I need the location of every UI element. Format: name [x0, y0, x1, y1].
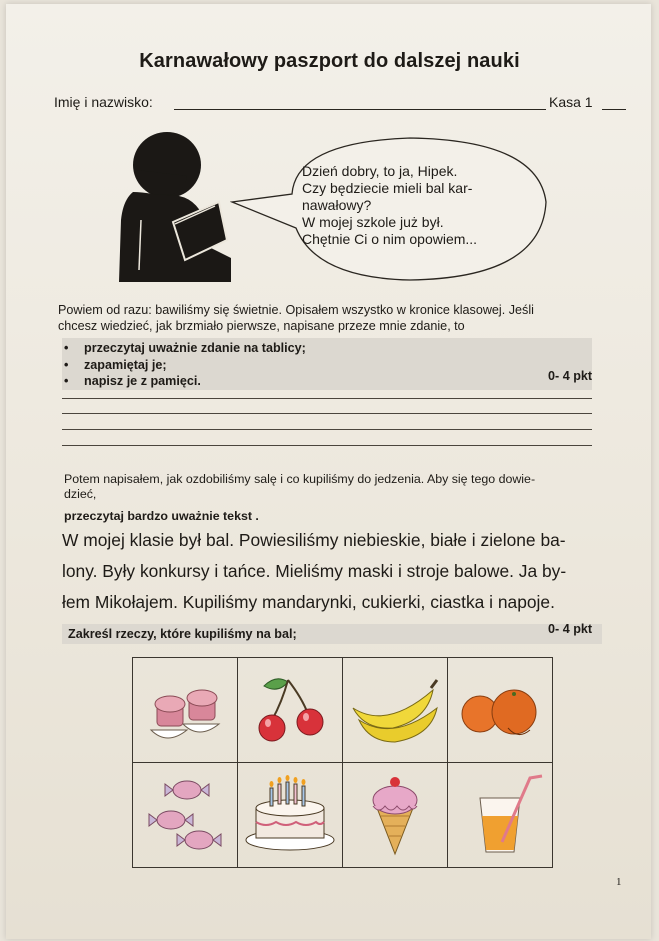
task1-intro-line: Powiem od razu: bawiliśmy się świetnie. Opisałem wszystko w kronice klasowej. Jeśli	[58, 303, 534, 317]
juice-glass-picture[interactable]	[448, 763, 553, 868]
class-field[interactable]	[602, 109, 626, 110]
bubble-line: Dzień dobry, to ja, Hipek.	[302, 163, 458, 179]
task2-label: Zakreśl rzeczy, które kupiliśmy na bal;	[68, 627, 297, 641]
juice-glass-icon	[452, 768, 548, 858]
instruction-bullet: • napisz je z pamięci.	[84, 374, 201, 388]
task2-intro-line: dzieć,	[64, 487, 97, 501]
ice-cream-picture[interactable]	[343, 763, 448, 868]
story-line: lony. Były konkursy i tańce. Mieliśmy maski i stroje balowe. Ja by-	[62, 561, 567, 581]
bananas-icon	[347, 668, 443, 748]
task1-intro-line: chcesz wiedzieć, jak brzmiało pierwsze, napisane przeze mnie zdanie, to	[58, 319, 465, 333]
story-line: W mojej klasie był bal. Powiesiliśmy niebieskie, białe i zielone ba-	[62, 530, 566, 550]
bubble-line: nawałowy?	[302, 197, 372, 213]
picture-grid	[132, 657, 553, 868]
task1-points: 0- 4 pkt	[548, 369, 593, 383]
cherries-icon	[242, 668, 338, 748]
task1-intro	[58, 302, 596, 334]
cupcakes-icon	[137, 668, 233, 748]
birthday-cake-icon	[242, 768, 338, 858]
bubble-line: Czy będziecie mieli bal kar-	[302, 180, 473, 196]
candies-picture[interactable]	[133, 763, 238, 868]
writing-line[interactable]	[62, 398, 592, 399]
bananas-picture[interactable]	[343, 658, 448, 763]
oranges-picture[interactable]	[448, 658, 553, 763]
task2-points: 0- 4 pkt	[548, 622, 593, 636]
name-row	[54, 94, 594, 114]
candies-icon	[137, 768, 233, 858]
instruction-bullet: • zapamiętaj je;	[84, 358, 167, 372]
name-field[interactable]	[174, 109, 546, 110]
ice-cream-icon	[347, 768, 443, 858]
task2-bar	[62, 624, 602, 644]
story-text	[62, 525, 592, 618]
story-line: łem Mikołajem. Kupiliśmy mandarynki, cukierki, ciastka i napoje.	[62, 592, 555, 612]
bubble-line: Chętnie Ci o nim opowiem...	[302, 231, 478, 247]
instruction-bullet: • przeczytaj uważnie zdanie na tablicy;	[84, 341, 306, 355]
writing-line[interactable]	[62, 445, 592, 446]
page-number: 1	[616, 876, 622, 888]
bubble-line: W mojej szkole już był.	[302, 214, 444, 230]
page-title: Karnawałowy paszport do dalszej nauki	[139, 50, 520, 72]
task2-intro	[64, 472, 584, 502]
reading-child-silhouette	[115, 130, 235, 286]
birthday-cake-picture[interactable]	[238, 763, 343, 868]
oranges-icon	[452, 668, 548, 748]
task1-instructions	[62, 338, 592, 390]
cherries-picture[interactable]	[238, 658, 343, 763]
speech-bubble-text	[302, 163, 477, 248]
class-label: Kasa 1	[549, 94, 593, 110]
writing-line[interactable]	[62, 413, 592, 414]
writing-line[interactable]	[62, 429, 592, 430]
name-label: Imię i nazwisko:	[54, 94, 153, 110]
cupcakes-picture[interactable]	[133, 658, 238, 763]
task2-instruction: przeczytaj bardzo uważnie tekst .	[64, 509, 259, 523]
task2-intro-line: Potem napisałem, jak ozdobiliśmy salę i co kupiliśmy do jedzenia. Aby się tego dowie-	[64, 472, 536, 486]
